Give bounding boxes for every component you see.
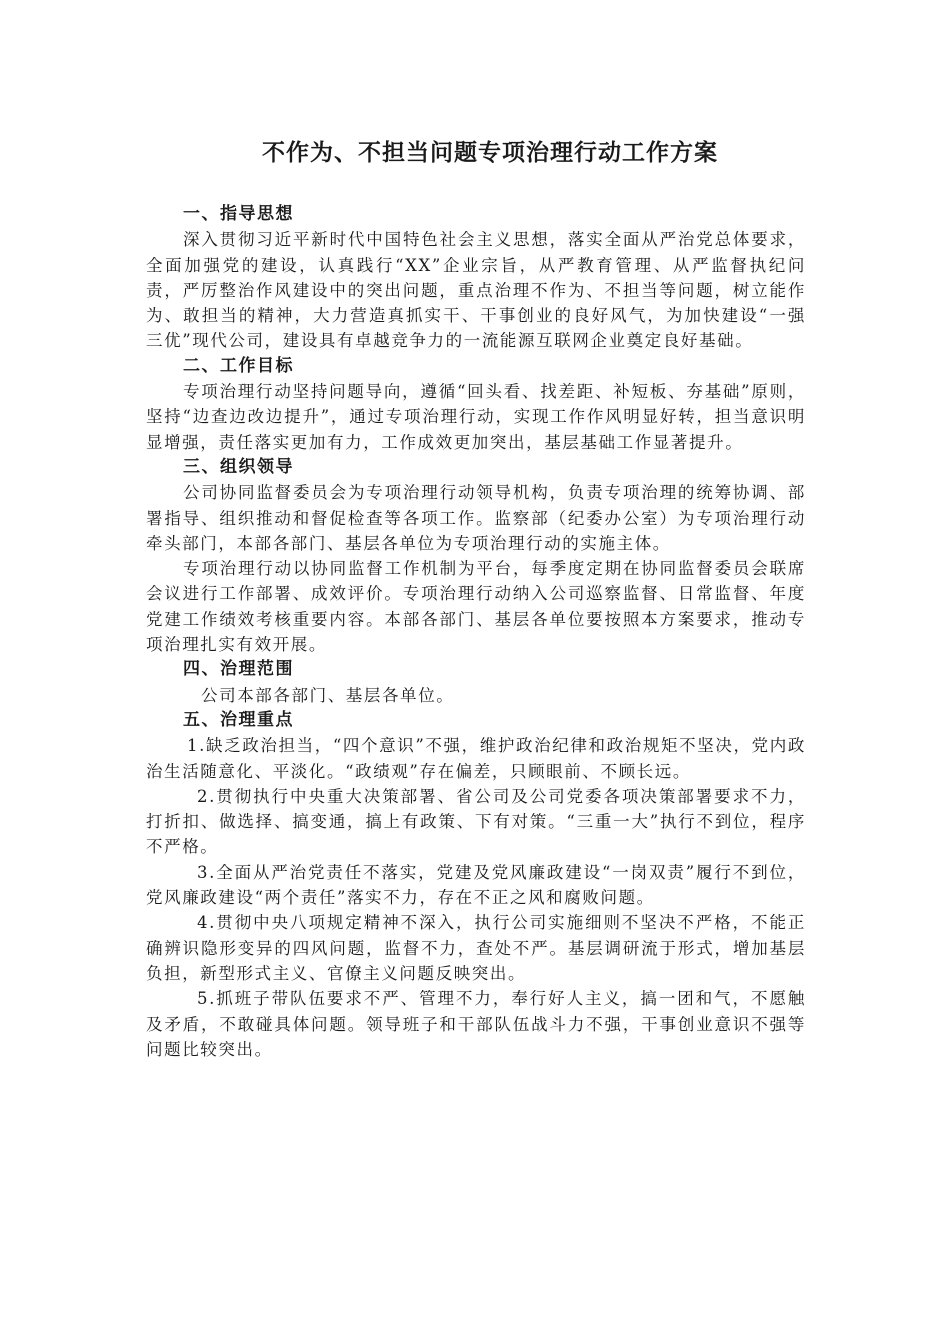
- document-body: [146, 202, 806, 1062]
- document-title: 不作为、不担当问题专项治理行动工作方案: [262, 140, 718, 166]
- section-3-paragraph-2: 专项治理行动以协同监督工作机制为平台，每季度定期在协同监督委员会联席会议进行工作部署、成效评价。专项治理行动纳入公司巡察监督、日常监督、年度党建工作绩效考核重要内容。本部各部门、基层各单位要按照本方案要求，推动专项治理扎实有效开展。: [146, 559, 806, 655]
- section-2-paragraph-1: 专项治理行动坚持问题导向，遵循“回头看、找差距、补短板、夯基础”原则，坚持“边查边改边提升”，通过专项治理行动，实现工作作风明显好转，担当意识明显增强，责任落实更加有力，工作成效更加突出，基层基础工作显著提升。: [146, 382, 806, 452]
- section-heading-1: 一、指导思想: [183, 204, 294, 224]
- section-5-item-4: 4.贯彻中央八项规定精神不深入，执行公司实施细则不坚决不严格，不能正确辨识隐形变异的四风问题，监督不力，查处不严。基层调研流于形式，增加基层负担，新型形式主义、官僚主义问题反映突出。: [146, 913, 806, 983]
- section-5-item-5: 5.抓班子带队伍要求不严、管理不力，奉行好人主义，搞一团和气，不愿触及矛盾，不敢碰具体问题。领导班子和干部队伍战斗力不强，干事创业意识不强等问题比较突出。: [146, 989, 806, 1059]
- section-4-paragraph-1: 公司本部各部门、基层各单位。: [201, 685, 455, 705]
- section-heading-4: 四、治理范围: [183, 659, 294, 680]
- section-1-paragraph-1: 深入贯彻习近平新时代中国特色社会主义思想，落实全面从严治党总体要求，全面加强党的建设，认真践行“XX”企业宗旨，从严教育管理、从严监督执纪问责，严厉整治作风建设中的突出问题，重点治理不作为、不担当等问题，树立能作为、敢担当的精神，大力营造真抓实干、干事创业的良好风气，为加快建设“一强三优”现代公司，建设具有卓越竞争力的一流能源互联网企业奠定良好基础。: [146, 230, 806, 351]
- section-5-item-2: 2.贯彻执行中央重大决策部署、省公司及公司党委各项决策部署要求不力，打折扣、做选择、搞变通，搞上有政策、下有对策。“三重一大”执行不到位，程序不严格。: [146, 786, 806, 857]
- section-heading-2: 二、工作目标: [183, 355, 294, 376]
- section-3-paragraph-1: 公司协同监督委员会为专项治理行动领导机构，负责专项治理的统筹协调、部署指导、组织推动和督促检查等各项工作。监察部（纪委办公室）为专项治理行动牵头部门，本部各部门、基层各单位为专项治理行动的实施主体。: [146, 483, 806, 553]
- section-5-item-3: 3.全面从严治党责任不落实，党建及党风廉政建设“一岗双责”履行不到位，党风廉政建设“两个责任”落实不力，存在不正之风和腐败问题。: [146, 862, 806, 908]
- section-heading-3: 三、组织领导: [183, 456, 294, 477]
- section-5-item-1: 1.缺乏政治担当，“四个意识”不强，维护政治纪律和政治规矩不坚决，党内政治生活随意化、平淡化。“政绩观”存在偏差，只顾眼前、不顾长远。: [146, 736, 806, 781]
- section-heading-5: 五、治理重点: [183, 709, 294, 730]
